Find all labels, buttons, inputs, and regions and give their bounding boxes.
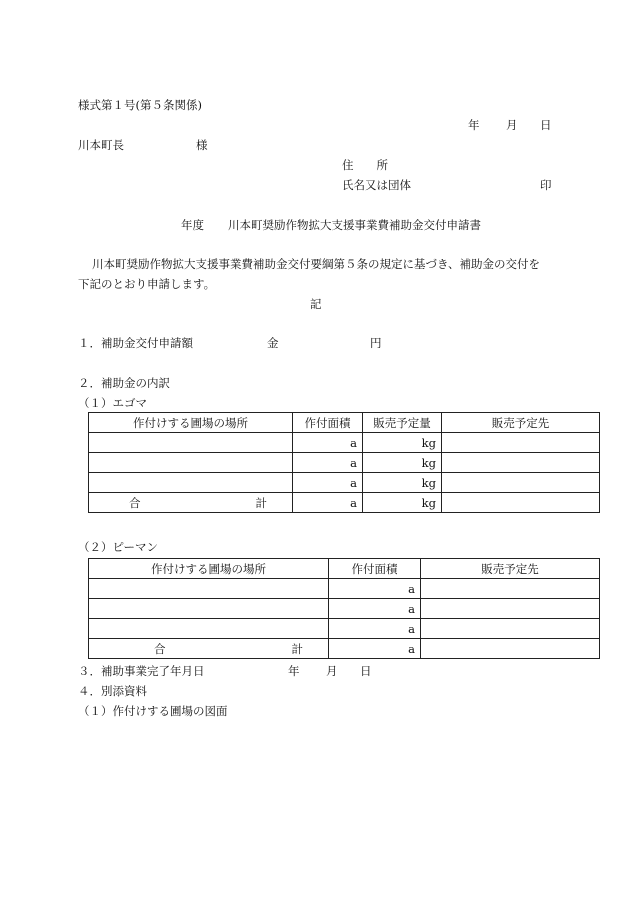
total-area-cell[interactable]: a [293,493,363,513]
date-day-label: 日 [540,118,552,132]
table-header-row [89,559,600,579]
place-cell[interactable] [89,599,329,619]
item2-label: ２．補助金の内訳 [78,376,170,390]
total-area-cell[interactable]: a [329,639,421,659]
total-label-cell [89,493,293,513]
addressee-name: 川本町長 [78,138,124,152]
place-cell[interactable] [89,579,329,599]
title-year: 年度 [181,218,204,232]
header-area: 作付面積 [329,559,421,579]
destination-cell[interactable] [421,579,600,599]
form-number: 様式第１号(第５条関係) [78,98,202,112]
table-row [89,579,600,599]
header-destination: 販売予定先 [421,559,600,579]
total-destination-cell [421,639,600,659]
total-destination-cell [442,493,600,513]
addressee-honorific: 様 [196,138,208,152]
total-row [89,639,600,659]
egoma-table [88,412,600,513]
area-cell[interactable]: a [329,579,421,599]
total-row [89,493,600,513]
place-cell[interactable] [89,473,293,493]
body-text-line-2: 下記のとおり申請します。 [78,277,216,291]
table-row [89,599,600,619]
document-title: 川本町奨励作物拡大支援事業費補助金交付申請書 [228,218,481,232]
quantity-cell[interactable]: kg [363,453,442,473]
header-place: 作付けする圃場の場所 [89,413,293,433]
table-row [89,473,600,493]
destination-cell[interactable] [421,599,600,619]
place-cell[interactable] [89,619,329,639]
header-place: 作付けする圃場の場所 [89,559,329,579]
area-cell[interactable]: a [293,473,363,493]
quantity-cell[interactable]: kg [363,433,442,453]
item3-label: ３．補助事業完了年月日 [78,664,205,678]
place-cell[interactable] [89,433,293,453]
table-row [89,453,600,473]
item1-kin: 金 [267,336,279,350]
date-year-label: 年 [468,118,480,132]
item4-sub: （１）作付けする圃場の図面 [78,704,228,718]
item1-en: 円 [370,336,382,350]
total-label-cell [89,639,329,659]
piman-table [88,558,600,659]
destination-cell[interactable] [421,619,600,639]
header-area: 作付面積 [293,413,363,433]
item3-month: 月 [326,664,338,678]
area-cell[interactable]: a [293,453,363,473]
applicant-name-label: 氏名又は団体 [342,178,411,192]
item3-day: 日 [360,664,372,678]
table-row [89,433,600,453]
applicant-address-label: 住 所 [342,158,388,172]
ki-heading: 記 [310,297,322,311]
destination-cell[interactable] [442,473,600,493]
sub2-label: （２）ピーマン [78,540,159,554]
area-cell[interactable]: a [329,619,421,639]
total-left: 合 [154,641,166,656]
place-cell[interactable] [89,453,293,473]
quantity-cell[interactable]: kg [363,473,442,493]
item1-label: １．補助金交付申請額 [78,336,193,350]
area-cell[interactable]: a [329,599,421,619]
area-cell[interactable]: a [293,433,363,453]
total-quantity-cell[interactable]: kg [363,493,442,513]
date-month-label: 月 [506,118,518,132]
destination-cell[interactable] [442,453,600,473]
item4-label: ４．別添資料 [78,684,147,698]
destination-cell[interactable] [442,433,600,453]
table-row [89,619,600,639]
header-destination: 販売予定先 [442,413,600,433]
item3-year: 年 [288,664,300,678]
table-header-row [89,413,600,433]
total-right: 計 [255,495,267,510]
seal-mark: 印 [540,178,552,192]
body-text-line-1: 川本町奨励作物拡大支援事業費補助金交付要綱第５条の規定に基づき、補助金の交付を [92,257,541,271]
total-left: 合 [129,495,141,510]
sub1-label: （１）エゴマ [78,396,147,410]
total-right: 計 [291,641,303,656]
header-quantity: 販売予定量 [363,413,442,433]
